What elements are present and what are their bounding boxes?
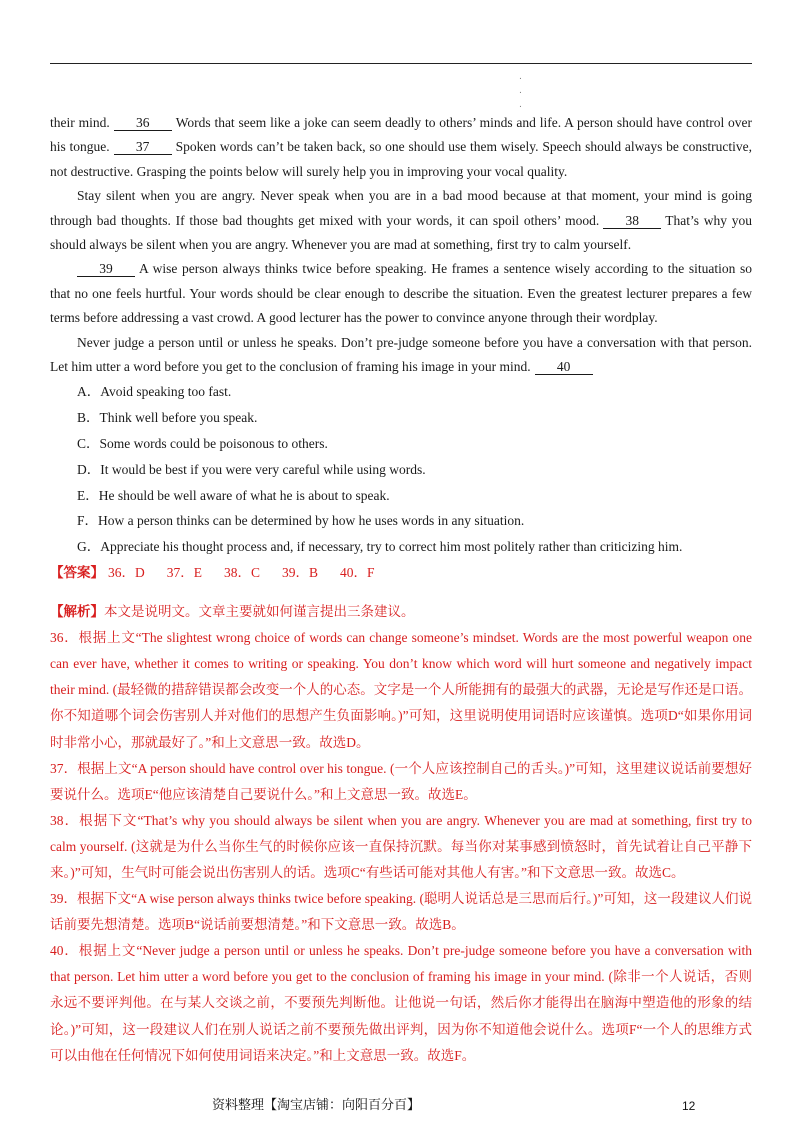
blank-40: 40 bbox=[535, 360, 593, 375]
document-body bbox=[50, 111, 752, 1069]
option-c: C．Some words could be poisonous to others. bbox=[77, 436, 328, 452]
explanation-36: 36．根据上文“The slightest wrong choice of words can change someone’s mindset. Words are the most powerful weapon one can ever have, whether it comes to writing or speaking. You don’t know which word will hurt someone and negatively impact their mind. (最轻微的措辞错误都会改变一个人的心态。文字是一个人所能拥有的最强大的武器，无论是写作还是口语。你不知道哪个词会伤害别人并对他们的思想产生负面影响。)”可知，这里说明使用词语时应该谨慎。选项D“如果你用词时非常小心，那就最好了。”和上文意思一致。故选D。 bbox=[50, 630, 752, 750]
page-number: 12 bbox=[682, 1099, 696, 1113]
options-list bbox=[50, 379, 752, 560]
blank-36: 36 bbox=[114, 116, 172, 131]
option-a: A．Avoid speaking too fast. bbox=[77, 384, 232, 400]
page-footer: 资料整理【淘宝店铺：向阳百分百】 bbox=[212, 1097, 421, 1112]
explanation-39: 39．根据下文“A wise person always thinks twice before speaking. (聪明人说话总是三思而后行。)”可知，这一段建议人们说话前要先想清楚。选项B“说话前要想清楚。”和下文意思一致。故选B。 bbox=[50, 891, 752, 933]
passage-paragraph-1: their mind. 36 Words that seem like a joke can seem deadly to others’ minds and life. A person should have control over his tongue. 37 Spoken words can’t be taken back, so one should use them wisely. Speech should always be constructive, not destructive. Grasping the points below will surely help you in improving your vocal quality. bbox=[50, 115, 753, 179]
blank-38: 38 bbox=[603, 214, 661, 229]
header-dots: . . . bbox=[519, 72, 522, 110]
header-rule bbox=[50, 63, 752, 64]
blank-37: 37 bbox=[114, 140, 172, 155]
explanation-40: 40．根据上文“Never judge a person until or unless he speaks. Don’t pre-judge someone before you have a conversation with that person. Let him utter a word before you get to the conclusion of framing his image in your mind. (除非一个人说话，否则永远不要评判他。在与某人交谈之前，不要预先判断他。让他说一句话，然后你才能得出在脑海中塑造他的形象的结论。)”可知，这一段建议人们在别人说话之前不要预先做出评判，因为你不知道他会说什么。选项F“一个人的思维方式可以由他在任何情况下如何使用词语来决定。”和上文意思一致。故选F。 bbox=[50, 943, 752, 1063]
explanation-38: 38．根据下文“That’s why you should always be silent when you are angry. Whenever you are mad at something, first try to calm yourself. (这就是为什么当你生气的时候你应该一直保持沉默。每当你对某事感到愤怒时，首先试着让自己平静下来。)”可知，生气时可能会说出伤害别人的话。选项C“有些话可能对其他人有害。”和下文意思一致。故选C。 bbox=[50, 812, 752, 880]
option-f: F．How a person thinks can be determined by how he uses words in any situation. bbox=[77, 513, 525, 529]
passage-paragraph-3: 39 A wise person always thinks twice before speaking. He frames a sentence wisely according to the situation so that no one feels hurtful. Your words should be clear enough to describe the situation. Even the greatest lecturer prepares a few terms before addressing a vast crowd. A good lecturer has the power to convince anyone through their wordplay. bbox=[50, 261, 752, 326]
explanation-37: 37．根据上文“A person should have control over his tongue. (一个人应该控制自己的舌头。)”可知，这里建议说话前要想好要说什么。选项E“他应该清楚自己要说什么。”和上文意思一致。故选E。 bbox=[50, 760, 752, 802]
passage-paragraph-2: Stay silent when you are angry. Never speak when you are in a bad mood because at that moment, your mind is going through bad thoughts. If those bad thoughts get mixed with your words, it can spoil others’ mood. 38 That’s why you should always be silent when you are angry. Whenever you are mad at something, first try to calm yourself. bbox=[50, 188, 753, 253]
answer-section bbox=[50, 560, 752, 1069]
option-e: E．He should be well aware of what he is about to speak. bbox=[77, 487, 390, 503]
analysis-summary: 【解析】本文是说明文。文章主要就如何谨言提出三条建议。 bbox=[50, 604, 415, 620]
answer-line: 【答案】 36．D 37．E 38．C 39．B 40．F bbox=[50, 565, 375, 581]
option-g: G．Appreciate his thought process and, if necessary, try to correct him most politely rather than criticizing him. bbox=[77, 539, 683, 555]
passage-paragraph-4: Never judge a person until or unless he speaks. Don’t pre-judge someone before you have a conversation with that person. Let him utter a word before you get to the conclusion of framing his image in your mind. 40 bbox=[50, 334, 752, 375]
option-d: D．It would be best if you were very careful while using words. bbox=[77, 461, 426, 477]
option-b: B．Think well before you speak. bbox=[77, 410, 258, 426]
blank-39: 39 bbox=[77, 262, 135, 277]
